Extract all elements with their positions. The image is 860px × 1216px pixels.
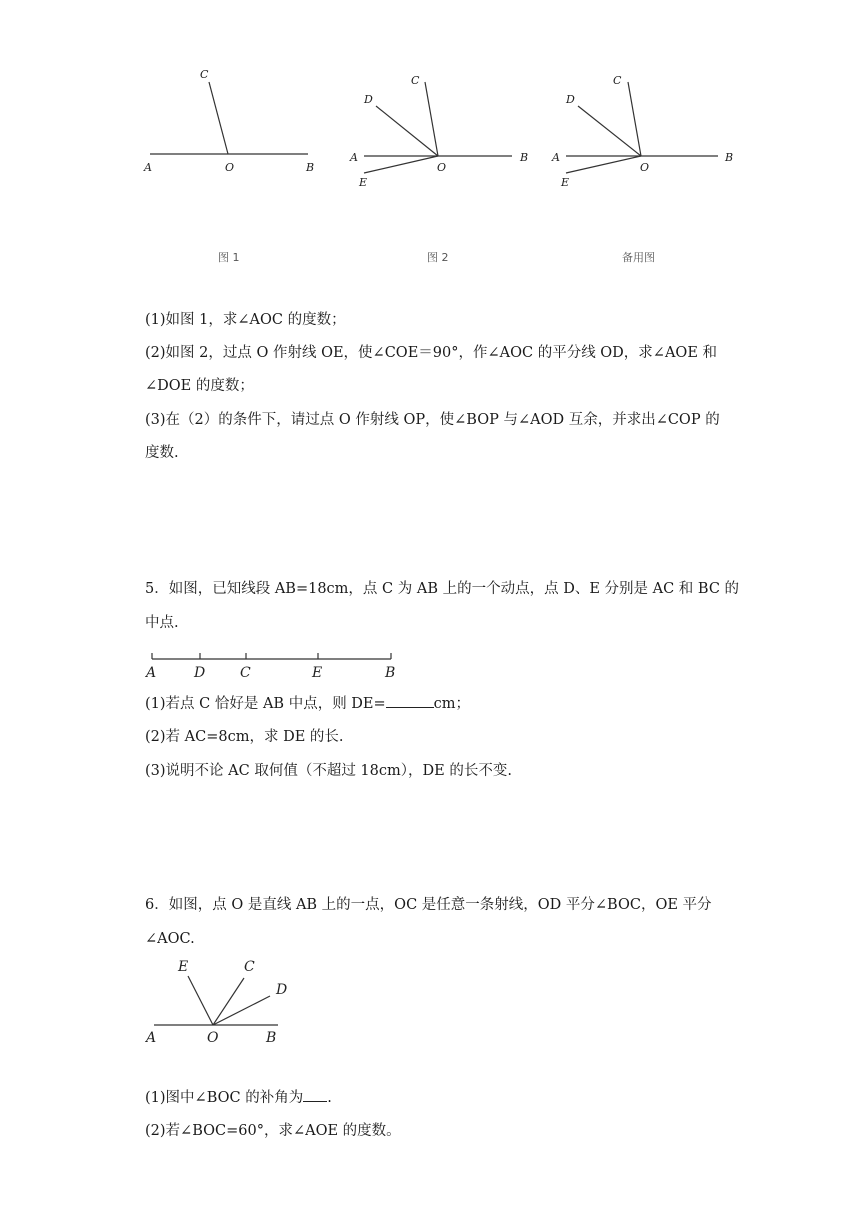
label-d: D [194, 665, 206, 681]
p5-question-3: (3)说明不论 AC 取何值（不超过 18cm），DE 的长不变. [145, 763, 512, 779]
p6-q1-text: (1)图中∠BOC 的补角为 [145, 1090, 304, 1106]
label-e: E [561, 176, 570, 189]
label-e: E [178, 959, 189, 975]
p6-stem-line-2: ∠AOC. [145, 931, 195, 947]
figure-2 [340, 60, 540, 200]
figure-2-caption: 图 2 [427, 251, 449, 264]
p5-q1-text: (1)若点 C 恰好是 AB 中点，则 DE= [145, 696, 386, 712]
label-b: B [725, 151, 734, 164]
p6-question-2: (2)若∠BOC=60°，求∠AOE 的度数。 [145, 1123, 401, 1139]
p6-q1-end: . [327, 1090, 332, 1106]
label-a: A [552, 151, 560, 164]
p4-question-1: (1)如图 1，求∠AOC 的度数； [145, 312, 346, 328]
p5-q1-unit: cm； [433, 696, 471, 712]
label-b: B [520, 151, 529, 164]
label-a: A [146, 1030, 157, 1046]
p4-question-3-line-1: (3)在（2）的条件下，请过点 O 作射线 OP，使∠BOP 与∠AOD 互余，并求出∠COP 的 [145, 412, 720, 428]
figure-1-caption: 图 1 [218, 251, 240, 264]
label-o: O [225, 161, 235, 174]
label-o: O [207, 1030, 219, 1046]
label-b: B [385, 665, 396, 681]
label-e: E [312, 665, 323, 681]
p6-stem-line-1: 6．如图，点 O 是直线 AB 上的一点，OC 是任意一条射线，OD 平分∠BOC，OE 平分 [145, 897, 712, 913]
figure-spare-caption: 备用图 [622, 251, 655, 264]
label-d: D [276, 982, 288, 998]
label-c: C [244, 959, 255, 975]
label-c: C [240, 665, 251, 681]
label-c: C [411, 74, 420, 87]
label-d: D [566, 93, 575, 106]
label-b: B [306, 161, 315, 174]
label-o: O [640, 161, 650, 174]
label-c: C [200, 68, 209, 81]
answer-blank[interactable] [386, 693, 434, 708]
label-d: D [364, 93, 373, 106]
p5-stem-line-2: 中点. [145, 615, 179, 631]
p5-question-1 [145, 693, 470, 714]
p5-stem-line-1: 5．如图，已知线段 AB=18cm，点 C 为 AB 上的一个动点，点 D、E 分别是 AC 和 BC 的 [145, 581, 740, 597]
label-c: C [613, 74, 622, 87]
label-o: O [437, 161, 447, 174]
segment-figure [140, 645, 410, 685]
label-a: A [350, 151, 358, 164]
p4-question-2-line-1: (2)如图 2，过点 O 作射线 OE，使∠COE＝90°，作∠AOC 的平分线 OD，求∠AOE 和 [145, 345, 718, 361]
p5-question-2: (2)若 AC=8cm，求 DE 的长. [145, 729, 344, 745]
label-a: A [144, 161, 152, 174]
label-b: B [266, 1030, 277, 1046]
answer-blank[interactable] [303, 1087, 327, 1102]
p4-question-3-line-2: 度数. [145, 445, 179, 461]
label-a: A [146, 665, 157, 681]
label-e: E [359, 176, 368, 189]
p4-question-2-line-2: ∠DOE 的度数； [145, 378, 254, 394]
p6-question-1 [145, 1087, 332, 1108]
figure-spare [540, 60, 740, 200]
figure-1 [130, 60, 330, 190]
ray-figure [140, 950, 310, 1050]
